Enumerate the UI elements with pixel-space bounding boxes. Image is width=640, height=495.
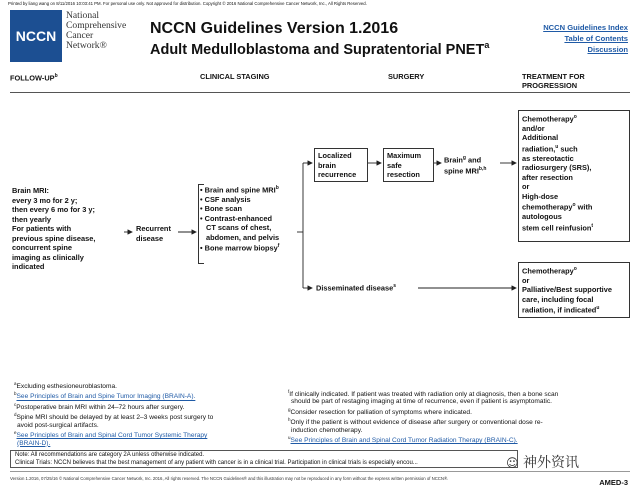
footer-rule [10, 471, 630, 472]
treatment-line: radiation,$^u$ such [522, 143, 578, 154]
print-notice: Printed by liang wang on 8/11/2016 10:03:41 PM. For personal use only. Not approved for distribution. Copyright © 2016 National Comprehensive Cancer Network, Inc., All Rights Reserved. [8, 1, 367, 6]
staging-item: • Bone scan [200, 204, 243, 214]
nccn-logo: NCCN [10, 10, 62, 62]
treatment-localized-box [518, 110, 630, 242]
radiation-therapy-link[interactable]: See Principles of Brain and Spinal Cord Tumor Radiation Therapy (BRAIN-C). [290, 437, 518, 445]
followup-footnote-ref[interactable]: b [54, 73, 58, 79]
treatment-line: or [522, 275, 530, 285]
followup-line: indicated [12, 262, 45, 271]
treatment-line: care, including focal [522, 294, 594, 304]
copyright-footer: Version 1.2016, 07/25/16 © National Comprehensive Cancer Network, Inc. 2016, All rights reserved. The NCCN Guidelines® and this illustration may not be reproduced in any form without the express written permission of NCCN®. [10, 476, 449, 481]
treatment-line: autologous [522, 212, 562, 222]
footnote: avoid post-surgical artifacts. [17, 421, 99, 429]
org-line: Network® [66, 40, 107, 51]
page-code: AMED-3 [599, 478, 628, 487]
treatment-line: after resection [522, 172, 573, 182]
guideline-version-title: NCCN Guidelines Version 1.2016 [150, 20, 399, 37]
discussion-link[interactable]: Discussion [587, 45, 628, 54]
treatment-line: or [522, 182, 530, 192]
followup-line: concurrent spine [12, 243, 72, 252]
footnotes-left [14, 380, 284, 447]
followup-line: then yearly [12, 214, 52, 224]
followup-line: imaging as clinically [12, 252, 84, 262]
staging-item: • CSF analysis [200, 194, 251, 204]
resection-line: Maximum [387, 151, 422, 160]
followup-line: previous spine disease, [12, 233, 96, 243]
table-of-contents-link[interactable]: Table of Contents [564, 34, 628, 43]
org-line: Cancer [66, 30, 94, 41]
watermark [506, 452, 579, 472]
treatment-line: Chemotherapy$^o$ [522, 114, 577, 124]
guidelines-index-link[interactable]: NCCN Guidelines Index [543, 23, 628, 32]
category-note: Note: All recommendations are category 2A unless otherwise indicated. [15, 452, 205, 458]
footnote: $^c$Postoperative brain MRI within 24–72 hours after surgery. [14, 401, 185, 412]
org-line: National [66, 10, 100, 21]
staging-item: • Contrast-enhanced [200, 213, 272, 223]
recurrent-disease-node [136, 224, 171, 243]
staging-item: • Brain and spine MRI$^b$ [200, 185, 279, 195]
footnote: $^h$Only if the patient is without evidence of disease after surgery or conventional dose re- [288, 417, 543, 427]
followup-line: then every 6 mo for 3 y; [12, 205, 95, 214]
systemic-therapy-link[interactable]: See Principles of Brain and Spinal Cord Tumor Systemic Therapy [16, 432, 208, 440]
footnote: $^g$Consider resection for palliation of symptoms where indicated. [288, 406, 472, 416]
followup-line: For patients with [12, 224, 72, 233]
staging-item: CT scans of chest, [206, 223, 272, 233]
treatment-line: and/or [522, 123, 545, 133]
footnote: $^d$Spine MRI should be delayed by at least 2–3 weeks post surgery to [14, 412, 214, 422]
treatment-disseminated-box [518, 262, 630, 318]
staging-item: abdomen, and pelvis [206, 232, 280, 242]
systemic-therapy-link-cont[interactable]: (BRAIN-D). [17, 439, 51, 447]
mri-line: Brain$^g$ and [444, 155, 482, 165]
followup-schedule [12, 186, 124, 272]
footnote: $^a$Excluding esthesioneuroblastoma. [14, 381, 117, 391]
wechat-icon: ☺ [506, 456, 519, 470]
staging-header: CLINICAL STAGING [200, 72, 270, 81]
footnote [14, 440, 284, 447]
topic-text: Adult Medulloblastoma and Supratentorial PNET [150, 41, 485, 58]
treatment-header-line: TREATMENT FOR [522, 72, 585, 81]
followup-line: every 3 mo for 2 y; [12, 195, 78, 205]
footnote: $^f$If clinically indicated. If patient was treated with radiation only at diagnosis, then a bone scan [288, 389, 559, 399]
treatment-line: chemotherapy$^o$ with [522, 202, 593, 212]
treatment-line: stem cell reinfusion$^t$ [522, 222, 594, 233]
mri-line: spine MRI$^{b,h}$ [444, 165, 487, 176]
footnote: $^b$See Principles of Brain and Spine Tumor Imaging (BRAIN-A). [14, 391, 196, 401]
localized-line: Localized [318, 151, 352, 160]
title-footnote-ref[interactable]: a [484, 40, 490, 50]
imaging-principles-link[interactable]: See Principles of Brain and Spine Tumor Imaging (BRAIN-A). [16, 393, 196, 401]
note-box [10, 450, 518, 468]
footnotes-right [288, 388, 633, 445]
recurrent-line: disease [136, 233, 164, 243]
staging-workup-list [200, 184, 300, 253]
resection-line: safe [387, 160, 402, 170]
localized-recurrence-box [314, 148, 368, 182]
footnote: $^e$See Principles of Brain and Spinal Cord Tumor Systemic Therapy [14, 430, 208, 440]
followup-header-text: FOLLOW-UP [10, 73, 55, 83]
footnote: should be part of restaging imaging at time of recurrence, even if patient is asymptomatic. [291, 398, 552, 406]
resection-line: resection [387, 170, 420, 179]
treatment-line: Additional [522, 133, 559, 143]
treatment-header-line: PROGRESSION [522, 81, 578, 90]
surgery-header: SURGERY [388, 72, 425, 81]
max-safe-resection-box [383, 148, 434, 182]
clinical-trials-note: Clinical Trials: NCCN believes that the best management of any patient with cancer is in a clinical trial. Participation in clinical trials is especially encou... [15, 459, 418, 466]
localized-line: brain [318, 160, 337, 170]
footnote: $^u$See Principles of Brain and Spinal Cord Tumor Radiation Therapy (BRAIN-C). [288, 435, 518, 445]
treatment-line: as stereotactic [522, 153, 574, 163]
treatment-line: Palliative/Best supportive [522, 285, 612, 295]
recurrent-line: Recurrent [136, 224, 171, 233]
treatment-line: radiation, if indicated$^u$ [522, 305, 600, 315]
treatment-line: Chemotherapy$^o$ [522, 266, 577, 276]
brain-spine-mri-node [444, 154, 486, 176]
staging-item: • Bone marrow biopsy$^f$ [200, 243, 280, 253]
treatment-line: radiosurgery (SRS), [522, 163, 592, 173]
treatment-line: High-dose [522, 191, 559, 201]
org-line: Comprehensive [66, 20, 127, 31]
localized-line: recurrence [318, 170, 357, 179]
disseminated-disease-node: Disseminated disease$^s$ [316, 283, 397, 293]
footnote: induction chemotherapy. [291, 426, 363, 434]
followup-line: Brain MRI: [12, 186, 49, 195]
watermark-text: 神外资讯 [522, 455, 579, 471]
